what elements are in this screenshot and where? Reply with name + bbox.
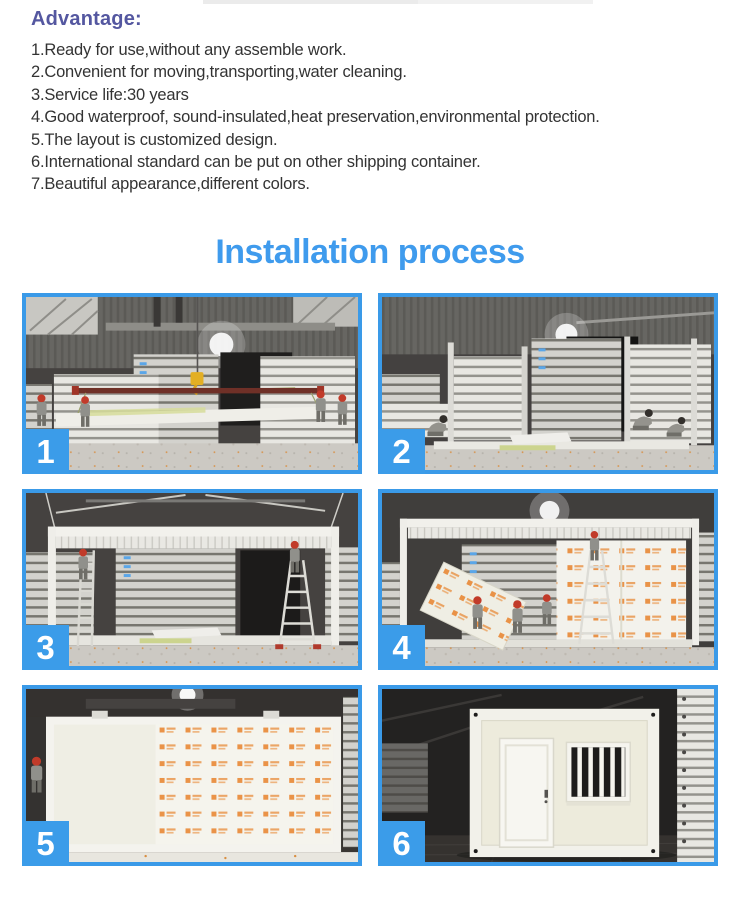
installation-photo-1 (22, 293, 362, 474)
installation-photo-2 (378, 293, 718, 474)
step3-frame-erected-illustration (26, 493, 358, 666)
step-badge-2: 2 (378, 429, 425, 474)
step6-finished-house-illustration (382, 689, 714, 862)
step-badge-1: 1 (22, 429, 69, 474)
advantage-section (31, 8, 731, 196)
advantage-item-5: 5.The layout is customized design. (31, 130, 278, 149)
top-divider-strip (203, 0, 593, 4)
step5-protective-film-wall-illustration (26, 689, 358, 862)
advantage-title: Advantage: (31, 8, 142, 30)
installation-photo-6 (378, 685, 718, 866)
step-badge-6: 6 (378, 821, 425, 866)
advantage-list (31, 39, 731, 196)
installation-process-title: Installation process (215, 233, 525, 271)
installation-photo-3 (22, 489, 362, 670)
advantage-item-4: 4.Good waterproof, sound-insulated,heat preservation,environmental protection. (31, 108, 600, 127)
step2-base-frame-illustration (382, 297, 714, 470)
step-badge-4: 4 (378, 625, 425, 670)
installation-photo-4 (378, 489, 718, 670)
advantage-item-3: 3.Service life:30 years (31, 85, 189, 104)
installation-photo-grid (22, 293, 718, 866)
advantage-item-1: 1.Ready for use,without any assemble work. (31, 41, 347, 59)
advantage-item-2: 2.Convenient for moving,transporting,water cleaning. (31, 63, 407, 82)
step-badge-5: 5 (22, 821, 69, 866)
step-badge-3: 3 (22, 625, 69, 670)
advantage-item-7: 7.Beautiful appearance,different colors. (31, 175, 310, 194)
step4-wall-panels-illustration (382, 493, 714, 666)
installation-photo-5 (22, 685, 362, 866)
advantage-item-6: 6.International standard can be put on other shipping container. (31, 153, 481, 172)
step1-crane-lifting-illustration (26, 297, 358, 470)
